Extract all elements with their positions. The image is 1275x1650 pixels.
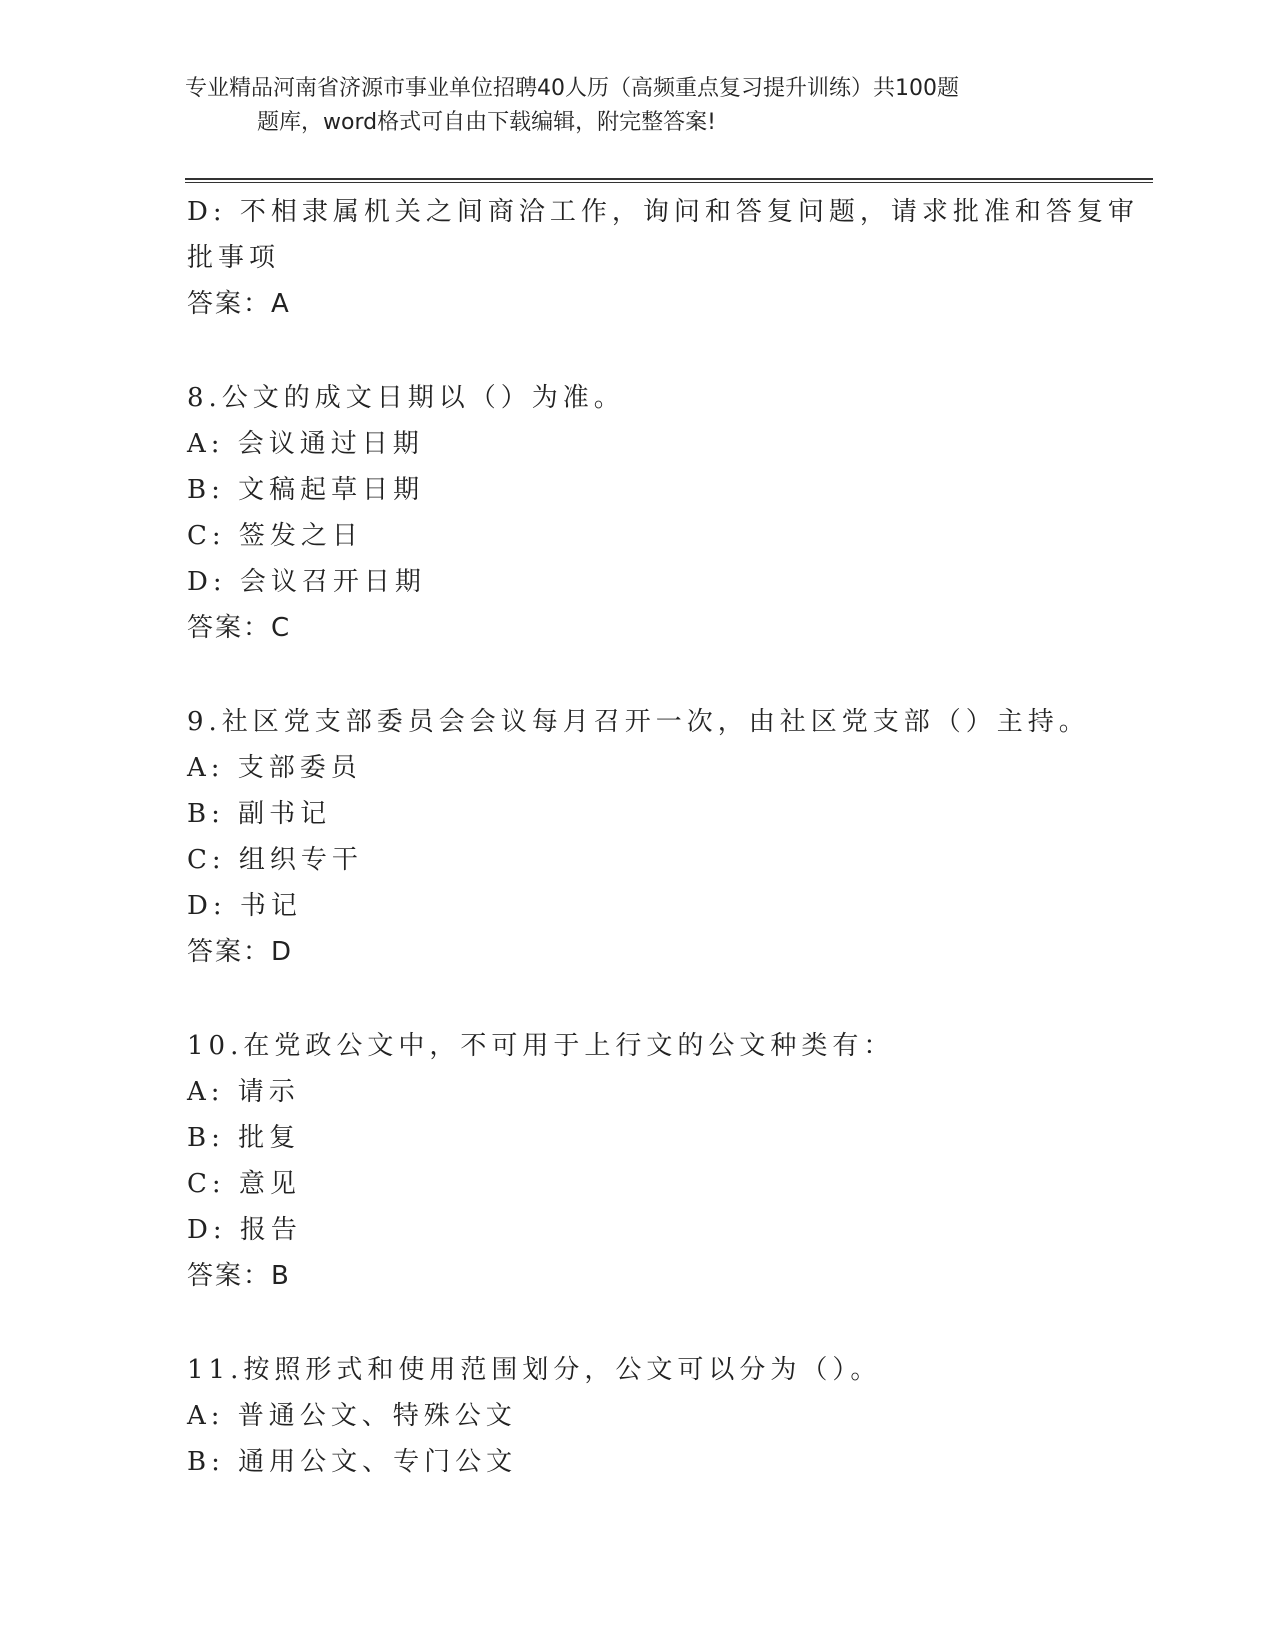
option-a: A: 普通公文、特殊公文 bbox=[187, 1401, 517, 1431]
header-title-line2: 题库，word格式可自由下载编辑，附完整答案! bbox=[257, 110, 716, 135]
option-d: D: 不相隶属机关之间商洽工作，询问和答复问题，请求批准和答复审 bbox=[187, 197, 1139, 227]
question-stem: 10.在党政公文中，不可用于上行文的公文种类有： bbox=[187, 1031, 895, 1061]
option-c: C: 组织专干 bbox=[187, 845, 363, 875]
option-d-continued: 批事项 bbox=[187, 243, 281, 273]
answer: 答案：D bbox=[187, 937, 294, 967]
header-divider bbox=[185, 178, 1153, 180]
question-stem: 8.公文的成文日期以（）为准。 bbox=[187, 383, 625, 413]
option-b: B: 通用公文、专门公文 bbox=[187, 1447, 518, 1477]
document-header bbox=[185, 72, 1085, 140]
header-divider-thin bbox=[185, 182, 1153, 183]
question-10 bbox=[187, 1023, 1087, 1299]
question-list bbox=[187, 189, 1139, 1485]
answer: 答案：A bbox=[187, 289, 291, 319]
option-d: D: 报告 bbox=[187, 1215, 302, 1245]
question-9 bbox=[187, 699, 1090, 975]
answer: 答案：C bbox=[187, 613, 292, 643]
question-8 bbox=[187, 375, 1087, 651]
header-title-line1: 专业精品河南省济源市事业单位招聘40人历（高频重点复习提升训练）共100题 bbox=[185, 76, 959, 101]
question-stem: 11.按照形式和使用范围划分，公文可以分为（）。 bbox=[187, 1355, 882, 1385]
option-a: A: 请示 bbox=[187, 1077, 300, 1107]
question-11 bbox=[187, 1347, 1087, 1485]
option-a: A: 会议通过日期 bbox=[187, 429, 424, 459]
option-a: A: 支部委员 bbox=[187, 753, 362, 783]
question-stem: 9.社区党支部委员会会议每月召开一次，由社区党支部（）主持。 bbox=[187, 707, 1090, 737]
option-b: B: 文稿起草日期 bbox=[187, 475, 425, 505]
option-b: B: 副书记 bbox=[187, 799, 332, 829]
option-b: B: 批复 bbox=[187, 1123, 301, 1153]
option-d: D: 会议召开日期 bbox=[187, 567, 426, 597]
question-7 bbox=[187, 189, 1139, 327]
option-d: D: 书记 bbox=[187, 891, 302, 921]
answer: 答案：B bbox=[187, 1261, 291, 1291]
option-c: C: 签发之日 bbox=[187, 521, 363, 551]
option-c: C: 意见 bbox=[187, 1169, 301, 1199]
